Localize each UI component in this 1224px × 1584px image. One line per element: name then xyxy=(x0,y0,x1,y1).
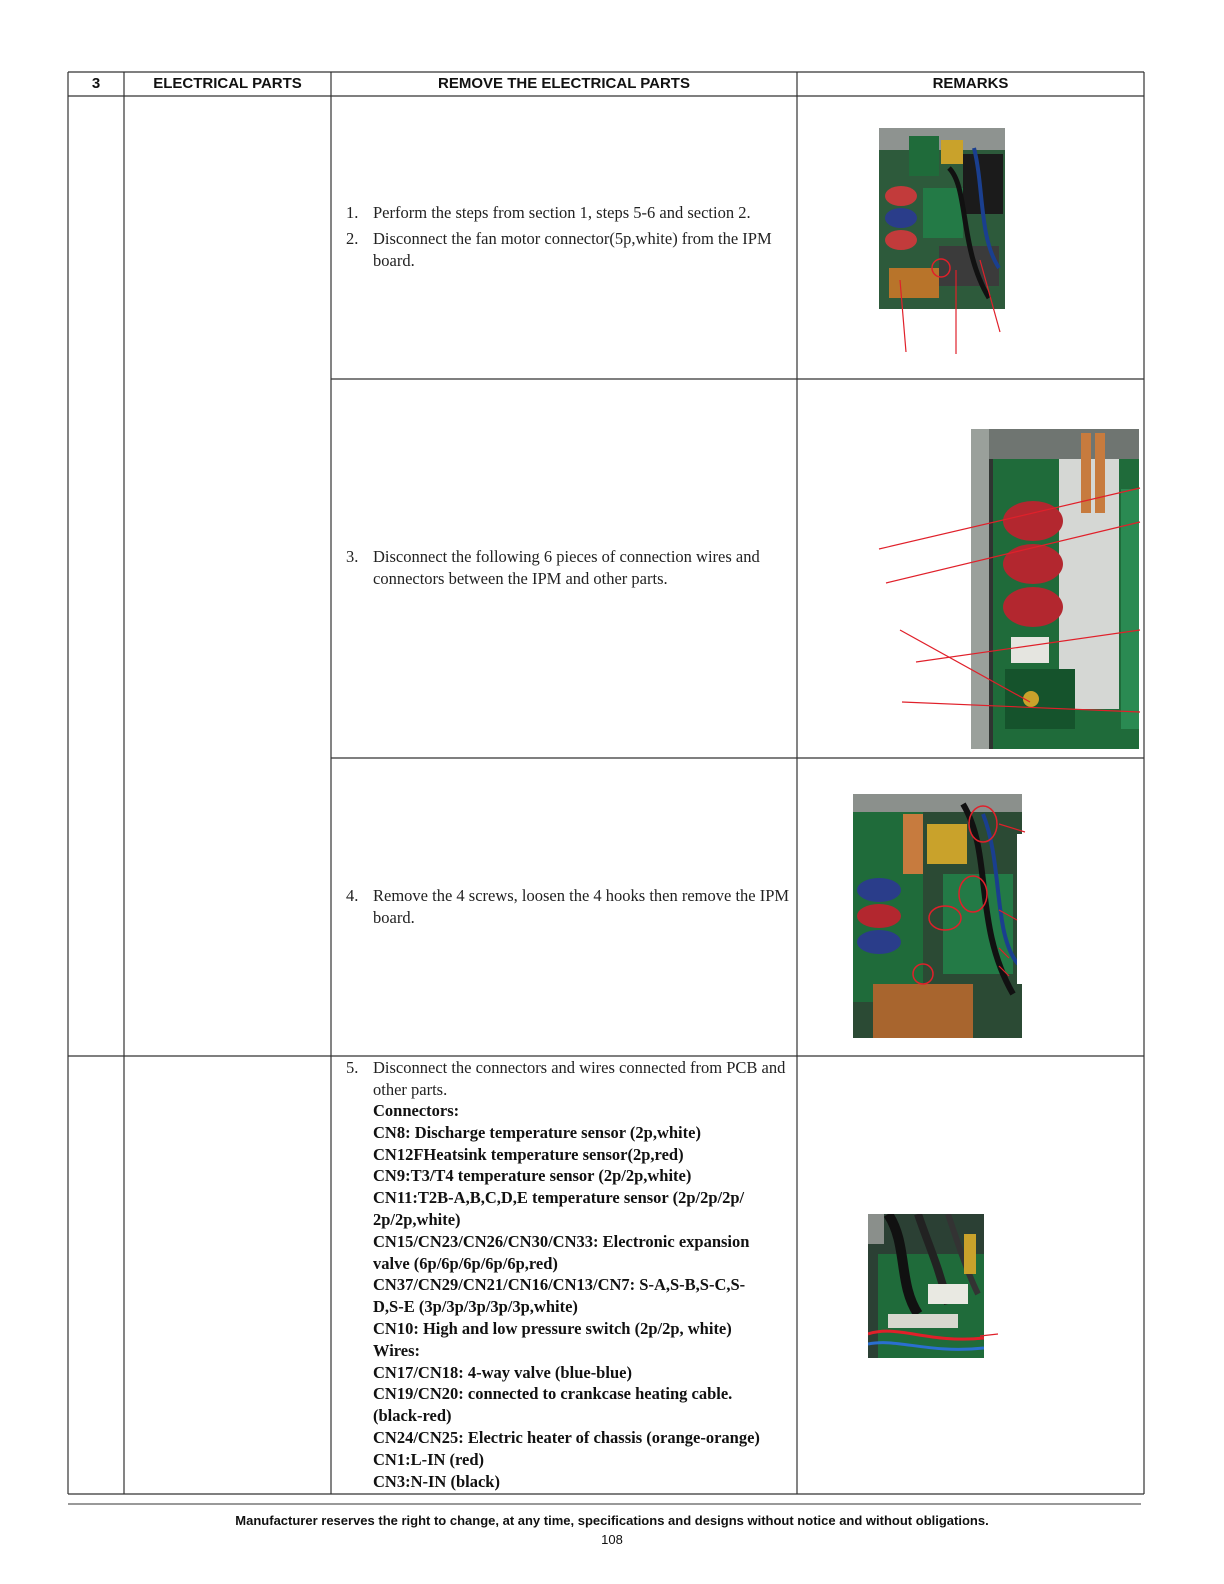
step-item xyxy=(346,1057,796,1105)
page-number: 108 xyxy=(601,1532,623,1547)
step-item xyxy=(346,228,796,276)
wires-heading: Wires: xyxy=(373,1340,421,1360)
step-number: 3. xyxy=(346,547,359,566)
step-item xyxy=(346,202,796,226)
connector-line: valve (6p/6p/6p/6p/6p,red) xyxy=(373,1253,558,1273)
connector-line: 2p/2p,white) xyxy=(373,1209,461,1229)
connector-line: CN37/CN29/CN21/CN16/CN13/CN7: S-A,S-B,S-C,S- xyxy=(373,1275,746,1295)
connector-line: CN10: High and low pressure switch (2p/2p, white) xyxy=(373,1318,732,1338)
annotation-lines xyxy=(995,820,1035,980)
photo-pcb-connectors xyxy=(868,1214,984,1358)
step-number: 4. xyxy=(346,886,359,905)
step-text: Perform the steps from section 1, steps 5-6 and section 2. xyxy=(373,203,751,222)
step-number: 1. xyxy=(346,203,359,222)
connectors-heading: Connectors: xyxy=(373,1101,460,1120)
connector-line: CN9:T3/T4 temperature sensor (2p/2p,white) xyxy=(373,1166,692,1186)
remarks-header: REMARKS xyxy=(932,75,1009,92)
connector-line: CN12FHeatsink temperature sensor(2p,red) xyxy=(373,1144,684,1164)
step-text: Remove the 4 screws, loosen the 4 hooks then remove the IPM board. xyxy=(373,886,790,927)
section-number: 3 xyxy=(91,75,101,92)
category-header: ELECTRICAL PARTS xyxy=(153,75,302,92)
step-item xyxy=(346,546,796,594)
step-item xyxy=(346,885,796,933)
connector-line: D,S-E (3p/3p/3p/3p/3p,white) xyxy=(373,1297,578,1317)
step-text: Disconnect the fan motor connector(5p,white) from the IPM board. xyxy=(373,229,772,270)
annotation-lines xyxy=(980,1330,1004,1354)
step5-detail-list xyxy=(373,1100,798,1492)
footer-disclaimer: Manufacturer reserves the right to change, at any time, specifications and designs without notice and without obligations. xyxy=(235,1513,989,1528)
connector-line: CN8: Discharge temperature sensor (2p,white) xyxy=(373,1122,701,1142)
procedure-header: REMOVE THE ELECTRICAL PARTS xyxy=(438,75,690,92)
wire-line: CN3:N-IN (black) xyxy=(373,1471,500,1491)
annotation-lines xyxy=(880,230,1020,360)
wire-line: (black-red) xyxy=(373,1406,452,1426)
step-text: Disconnect the connectors and wires connected from PCB and other parts. xyxy=(373,1058,786,1099)
connector-line: CN15/CN23/CN26/CN30/CN33: Electronic expansion xyxy=(373,1231,750,1251)
step-text: Disconnect the following 6 pieces of connection wires and connectors between the IPM and other parts. xyxy=(373,547,760,588)
step-number: 2. xyxy=(346,229,359,248)
connector-line: CN11:T2B-A,B,C,D,E temperature sensor (2p/2p/2p/ xyxy=(373,1188,745,1208)
step-number: 5. xyxy=(346,1058,359,1077)
annotation-lines xyxy=(870,480,1144,730)
wire-line: CN24/CN25: Electric heater of chassis (orange-orange) xyxy=(373,1427,760,1447)
wire-line: CN17/CN18: 4-way valve (blue-blue) xyxy=(373,1362,632,1382)
wire-line: CN19/CN20: connected to crankcase heating cable. xyxy=(373,1384,733,1404)
wire-line: CN1:L-IN (red) xyxy=(373,1449,485,1469)
